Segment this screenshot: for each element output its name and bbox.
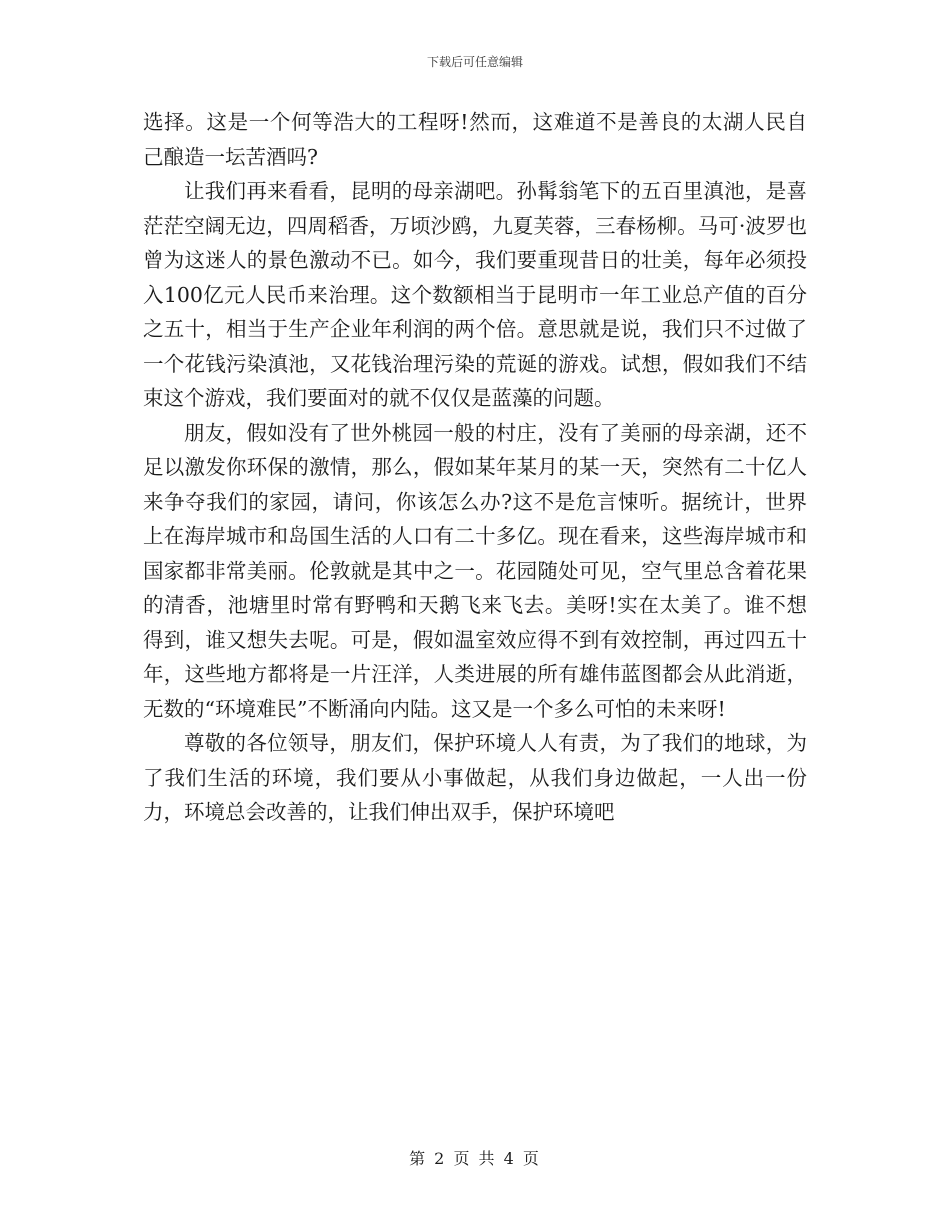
page-header-note: 下载后可任意编辑 <box>426 55 523 69</box>
paragraph-3: 朋友，假如没有了世外桃园一般的村庄，没有了美丽的母亲湖，还不足以激发你环保的激情，那么，假如某年某月的某一天，突然有二十亿人来争夺我们的家园，请问，你该怎么办?这不是危言悚听。据统计，世界上在海岸城市和岛国生活的人口有二十多亿。现在看来，这些海岸城市和国家都非常美丽。伦敦就是其中之一。花园随处可见，空气里总含着花果的清香，池塘里时常有野鸭和天鹅飞来飞去。美呀!实在太美了。谁不想得到，谁又想失去呢。可是，假如温室效应得不到有效控制，再过四五十年，这些地方都将是一片汪洋，人类进展的所有雄伟蓝图都会从此消逝，无数的“环境难民”不断涌向内陆。这又是一个多么可怕的未来呀! <box>143 420 807 721</box>
page-number: 第 2 页 共 4 页 <box>409 1149 541 1168</box>
document-body <box>143 105 807 830</box>
paragraph-4: 尊敬的各位领导，朋友们，保护环境人人有责，为了我们的地球，为了我们生活的环境，我们要从小事做起，从我们身边做起，一人出一份力，环境总会改善的，让我们伸出双手，保护环境吧 <box>143 731 807 824</box>
paragraph-2: 让我们再来看看，昆明的母亲湖吧。孙髯翁笔下的五百里滇池，是喜茫茫空阔无边，四周稻香，万顷沙鸥，九夏芙蓉，三春杨柳。马可·波罗也曾为这迷人的景色激动不已。如今，我们要重现昔日的壮美，每年必须投入100亿元人民币来治理。这个数额相当于昆明市一年工业总产值的百分之五十，相当于生产企业年利润的两个倍。意思就是说，我们只不过做了一个花钱污染滇池，又花钱治理污染的荒诞的游戏。试想，假如我们不结束这个游戏，我们要面对的就不仅仅是蓝藻的问题。 <box>143 179 807 410</box>
paragraph-1: 选择。这是一个何等浩大的工程呀!然而，这难道不是善良的太湖人民自己酿造一坛苦酒吗? <box>143 110 807 169</box>
